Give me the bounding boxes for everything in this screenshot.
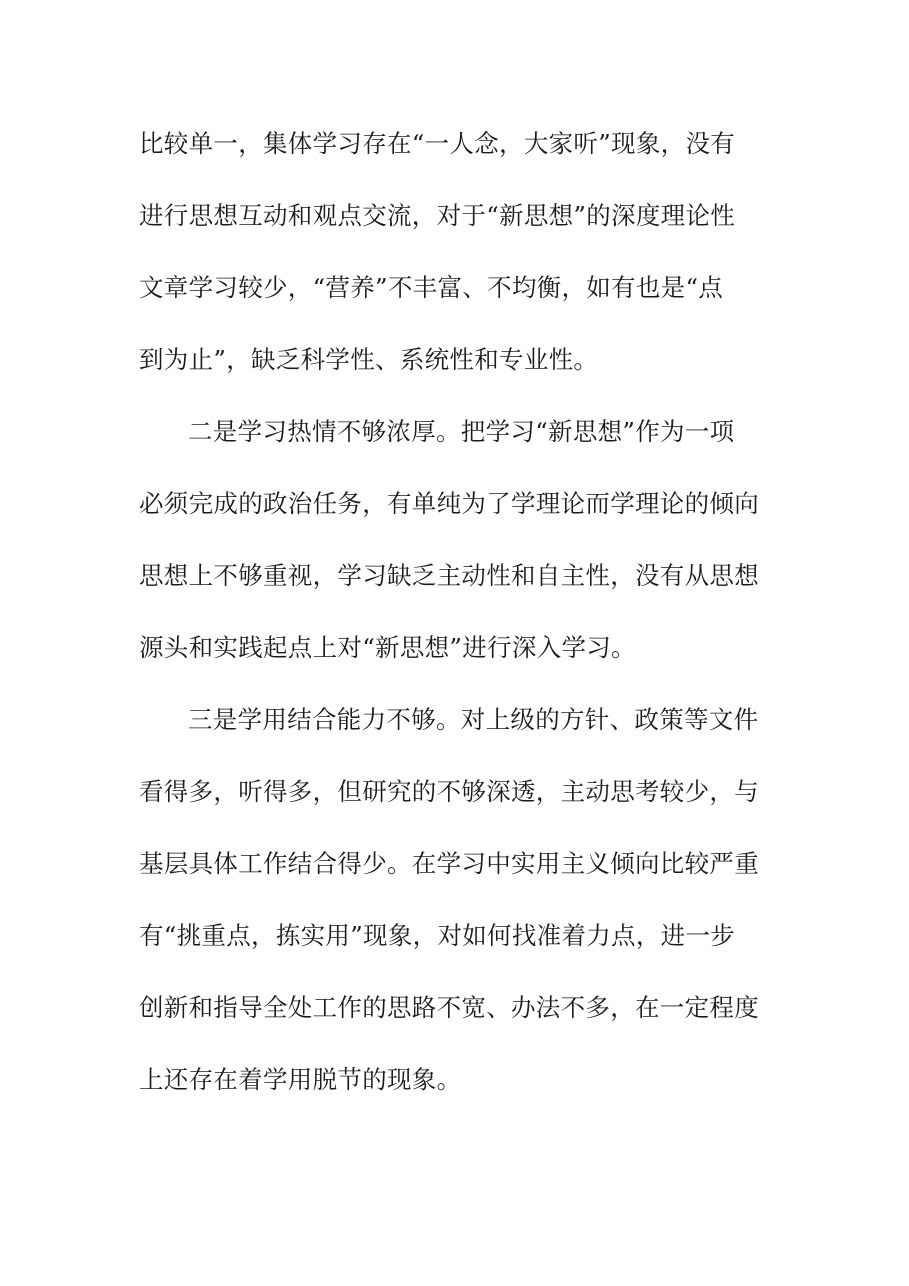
paragraph-3-line-3: 基层具体工作结合得少。在学习中实用主义倾向比较严重 [139,849,759,878]
paragraph-1-line-3: 文章学习较少，“营养”不丰富、不均衡，如有也是“点 [139,273,724,302]
paragraph-3-line-5: 创新和指导全处工作的思路不宽、办法不多，在一定程度 [139,993,759,1022]
paragraph-1-line-4: 到为止”，缺乏科学性、系统性和专业性。 [139,345,599,374]
paragraph-2-line-4: 源头和实践起点上对“新思想”进行深入学习。 [139,633,636,662]
paragraph-3-line-1: 三是学用结合能力不够。对上级的方针、政策等文件 [188,705,759,734]
paragraph-2-line-1: 二是学习热情不够浓厚。把学习“新思想”作为一项 [188,417,735,446]
paragraph-2-line-3: 思想上不够重视，学习缺乏主动性和自主性，没有从思想 [139,561,759,590]
paragraph-3-line-6: 上还存在着学用脱节的现象。 [139,1065,462,1094]
paragraph-1-line-2: 进行思想互动和观点交流，对于“新思想”的深度理论性 [139,201,736,230]
paragraph-2-line-2: 必须完成的政治任务，有单纯为了学理论而学理论的倾向 [139,489,759,518]
paragraph-3-line-2: 看得多，听得多，但研究的不够深透，主动思考较少，与 [139,777,759,806]
paragraph-3-line-4: 有“挑重点，拣实用”现象，对如何找准着力点，进一步 [139,921,736,950]
paragraph-1-line-1: 比较单一，集体学习存在“一人念，大家听”现象，没有 [139,129,736,158]
